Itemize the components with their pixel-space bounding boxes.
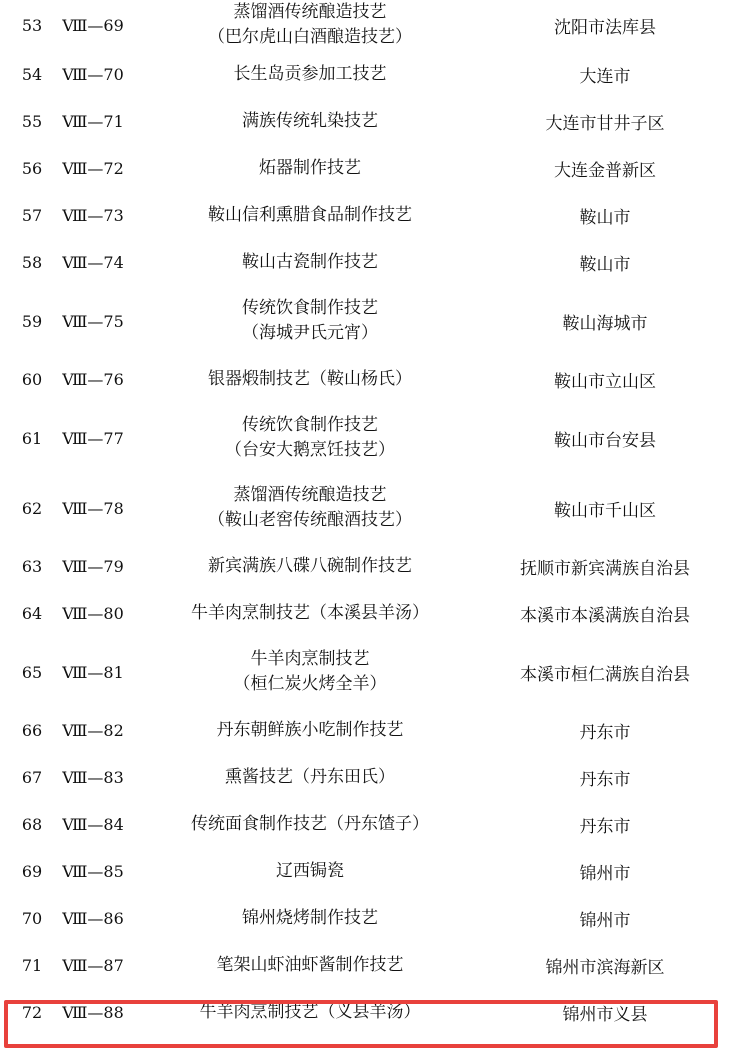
row-number-text: 57 xyxy=(21,206,43,225)
applicant-region xyxy=(486,989,724,1035)
project-name-line: 笔架山虾油虾酱制作技艺 xyxy=(216,955,404,975)
row-number xyxy=(0,473,52,543)
project-code: Ⅷ—88 xyxy=(62,1002,124,1022)
project-name xyxy=(140,637,480,707)
row-number-text: 69 xyxy=(21,862,43,881)
applicant-region-text: 沈阳市法库县 xyxy=(554,17,656,38)
applicant-region xyxy=(486,637,724,707)
table-row xyxy=(0,637,729,707)
row-number xyxy=(0,895,52,942)
row-number xyxy=(0,989,52,1035)
table-row xyxy=(0,942,729,989)
row-number-text: 71 xyxy=(21,956,43,975)
project-name xyxy=(140,192,480,239)
project-code: Ⅷ—72 xyxy=(62,159,124,178)
applicant-region-text: 丹东市 xyxy=(579,817,631,837)
applicant-region-text: 锦州市 xyxy=(579,911,631,931)
applicant-region-text: 鞍山市 xyxy=(579,208,631,228)
row-number-text: 61 xyxy=(21,428,43,448)
project-code: Ⅷ—79 xyxy=(62,557,124,576)
applicant-region-text: 鞍山市立山区 xyxy=(554,372,656,392)
applicant-region xyxy=(486,145,724,192)
project-name xyxy=(140,848,480,895)
applicant-region-text: 大连市 xyxy=(579,66,631,87)
row-number-text: 60 xyxy=(21,370,43,389)
table-row xyxy=(0,707,729,754)
project-name xyxy=(140,356,480,403)
row-number-text: 56 xyxy=(21,159,43,178)
project-code: Ⅷ—87 xyxy=(62,956,124,975)
applicant-region xyxy=(486,754,724,801)
row-number-text: 66 xyxy=(21,721,43,740)
project-name xyxy=(140,895,480,942)
table-row xyxy=(0,403,729,473)
row-number xyxy=(0,239,52,286)
project-name-line: （桓仁炭火烤全羊） xyxy=(233,674,387,694)
project-name-line: 银器煅制技艺（鞍山杨氏） xyxy=(208,369,412,389)
project-name-line: 炻器制作技艺 xyxy=(259,158,361,178)
applicant-region xyxy=(486,356,724,403)
applicant-region-text: 锦州市义县 xyxy=(562,1004,648,1025)
row-number-text: 62 xyxy=(21,498,43,518)
project-code: Ⅷ—69 xyxy=(62,15,124,35)
project-name-line: 长生岛贡参加工技艺 xyxy=(233,63,387,84)
table-row xyxy=(0,286,729,356)
row-number-text: 58 xyxy=(21,253,43,272)
applicant-region xyxy=(486,239,724,286)
project-name xyxy=(140,286,480,356)
row-number xyxy=(0,637,52,707)
row-number xyxy=(0,801,52,848)
project-name xyxy=(140,239,480,286)
row-number xyxy=(0,848,52,895)
project-name xyxy=(140,0,480,50)
table-row xyxy=(0,50,729,98)
applicant-region-text: 本溪市本溪满族自治县 xyxy=(520,606,690,626)
project-code: Ⅷ—84 xyxy=(62,815,124,834)
row-number xyxy=(0,0,52,50)
table-row xyxy=(0,473,729,543)
row-number-text: 59 xyxy=(21,311,43,331)
project-name xyxy=(140,543,480,590)
project-name-line: （海城尹氏元宵） xyxy=(242,323,378,343)
row-number-text: 53 xyxy=(21,15,43,35)
project-name xyxy=(140,590,480,637)
project-name-line: 熏酱技艺（丹东田氏） xyxy=(225,767,395,787)
row-number xyxy=(0,356,52,403)
project-name-line: 传统面食制作技艺（丹东馇子） xyxy=(191,814,429,834)
project-code: Ⅷ—78 xyxy=(62,498,124,518)
applicant-region-text: 本溪市桓仁满族自治县 xyxy=(520,664,690,685)
project-name-line: 辽西锔瓷 xyxy=(276,861,344,881)
project-name xyxy=(140,403,480,473)
project-code: Ⅷ—73 xyxy=(62,206,124,225)
project-code: Ⅷ—85 xyxy=(62,862,124,881)
table-row xyxy=(0,895,729,942)
table-row xyxy=(0,590,729,637)
project-code: Ⅷ—86 xyxy=(62,909,124,928)
row-number-text: 64 xyxy=(21,604,43,623)
applicant-region-text: 丹东市 xyxy=(579,723,631,743)
row-number xyxy=(0,707,52,754)
project-name-line: 鞍山信利熏腊食品制作技艺 xyxy=(208,205,412,225)
applicant-region-text: 丹东市 xyxy=(579,770,631,790)
applicant-region-text: 锦州市 xyxy=(579,864,631,884)
project-name xyxy=(140,98,480,145)
applicant-region-text: 抚顺市新宾满族自治县 xyxy=(520,559,690,579)
applicant-region xyxy=(486,590,724,637)
project-name xyxy=(140,145,480,192)
row-number xyxy=(0,98,52,145)
applicant-region xyxy=(486,50,724,98)
project-name xyxy=(140,942,480,989)
row-number xyxy=(0,145,52,192)
applicant-region-text: 鞍山市 xyxy=(579,255,631,275)
row-number xyxy=(0,286,52,356)
row-number-text: 63 xyxy=(21,557,43,576)
project-name xyxy=(140,473,480,543)
project-code: Ⅷ—80 xyxy=(62,604,124,623)
table-row xyxy=(0,848,729,895)
project-code: Ⅷ—81 xyxy=(62,662,124,682)
table-row xyxy=(0,543,729,590)
applicant-region xyxy=(486,707,724,754)
project-name-line: （台安大鹅烹饪技艺） xyxy=(225,440,395,460)
applicant-region xyxy=(486,543,724,590)
applicant-region-text: 鞍山市台安县 xyxy=(554,430,656,451)
project-name-line: 新宾满族八碟八碗制作技艺 xyxy=(208,556,412,576)
table-row xyxy=(0,801,729,848)
row-number xyxy=(0,754,52,801)
project-name-line: （鞍山老窖传统酿酒技艺） xyxy=(208,510,412,530)
table-row xyxy=(0,98,729,145)
project-name xyxy=(140,707,480,754)
applicant-region-text: 锦州市滨海新区 xyxy=(545,958,665,978)
applicant-region xyxy=(486,848,724,895)
table-row xyxy=(0,0,729,50)
applicant-region xyxy=(486,801,724,848)
row-number xyxy=(0,192,52,239)
project-name-line: 牛羊肉烹制技艺 xyxy=(250,649,370,669)
project-name xyxy=(140,50,480,98)
row-number xyxy=(0,590,52,637)
project-name-line: 牛羊肉烹制技艺（本溪县羊汤） xyxy=(191,603,429,623)
table-row xyxy=(0,239,729,286)
applicant-region-text: 大连市甘井子区 xyxy=(545,114,665,134)
applicant-region xyxy=(486,403,724,473)
project-name xyxy=(140,754,480,801)
project-name-line: 锦州烧烤制作技艺 xyxy=(242,908,378,928)
project-name-line: 丹东朝鲜族小吃制作技艺 xyxy=(216,720,404,740)
row-number xyxy=(0,942,52,989)
row-number xyxy=(0,543,52,590)
project-code: Ⅷ—77 xyxy=(62,428,124,448)
project-name xyxy=(140,989,480,1035)
table-row xyxy=(0,145,729,192)
row-number-text: 68 xyxy=(21,815,43,834)
project-name-line: 牛羊肉烹制技艺（义县羊汤） xyxy=(199,1001,421,1022)
project-code: Ⅷ—82 xyxy=(62,721,124,740)
project-name-line: 鞍山古瓷制作技艺 xyxy=(242,252,378,272)
project-code: Ⅷ—70 xyxy=(62,64,124,84)
table-row xyxy=(0,754,729,801)
project-name-line: 蒸馏酒传统酿造技艺 xyxy=(233,2,387,22)
applicant-region xyxy=(486,473,724,543)
project-code: Ⅷ—74 xyxy=(62,253,124,272)
project-code: Ⅷ—76 xyxy=(62,370,124,389)
row-number-text: 54 xyxy=(21,64,43,84)
project-name-line: 传统饮食制作技艺 xyxy=(242,415,378,435)
project-code: Ⅷ—83 xyxy=(62,768,124,787)
row-number-text: 65 xyxy=(21,662,43,682)
project-code: Ⅷ—71 xyxy=(62,112,124,131)
project-name-line: （巴尔虎山白酒酿造技艺） xyxy=(208,27,412,47)
row-number-text: 70 xyxy=(21,909,43,928)
project-name-line: 传统饮食制作技艺 xyxy=(242,298,378,318)
applicant-region-text: 鞍山市千山区 xyxy=(554,500,656,521)
applicant-region xyxy=(486,942,724,989)
applicant-region xyxy=(486,98,724,145)
project-name xyxy=(140,801,480,848)
applicant-region-text: 大连金普新区 xyxy=(554,161,656,181)
row-number-text: 55 xyxy=(21,112,43,131)
table-row xyxy=(0,356,729,403)
project-code: Ⅷ—75 xyxy=(62,311,124,331)
row-number-text: 67 xyxy=(21,768,43,787)
row-number xyxy=(0,403,52,473)
row-number-text: 72 xyxy=(21,1002,43,1022)
applicant-region xyxy=(486,895,724,942)
applicant-region xyxy=(486,0,724,50)
applicant-region-text: 鞍山海城市 xyxy=(562,313,648,334)
project-name-line: 满族传统轧染技艺 xyxy=(242,111,378,131)
row-number xyxy=(0,50,52,98)
table-row xyxy=(0,192,729,239)
project-name-line: 蒸馏酒传统酿造技艺 xyxy=(233,485,387,505)
table-row xyxy=(0,989,729,1035)
applicant-region xyxy=(486,286,724,356)
applicant-region xyxy=(486,192,724,239)
